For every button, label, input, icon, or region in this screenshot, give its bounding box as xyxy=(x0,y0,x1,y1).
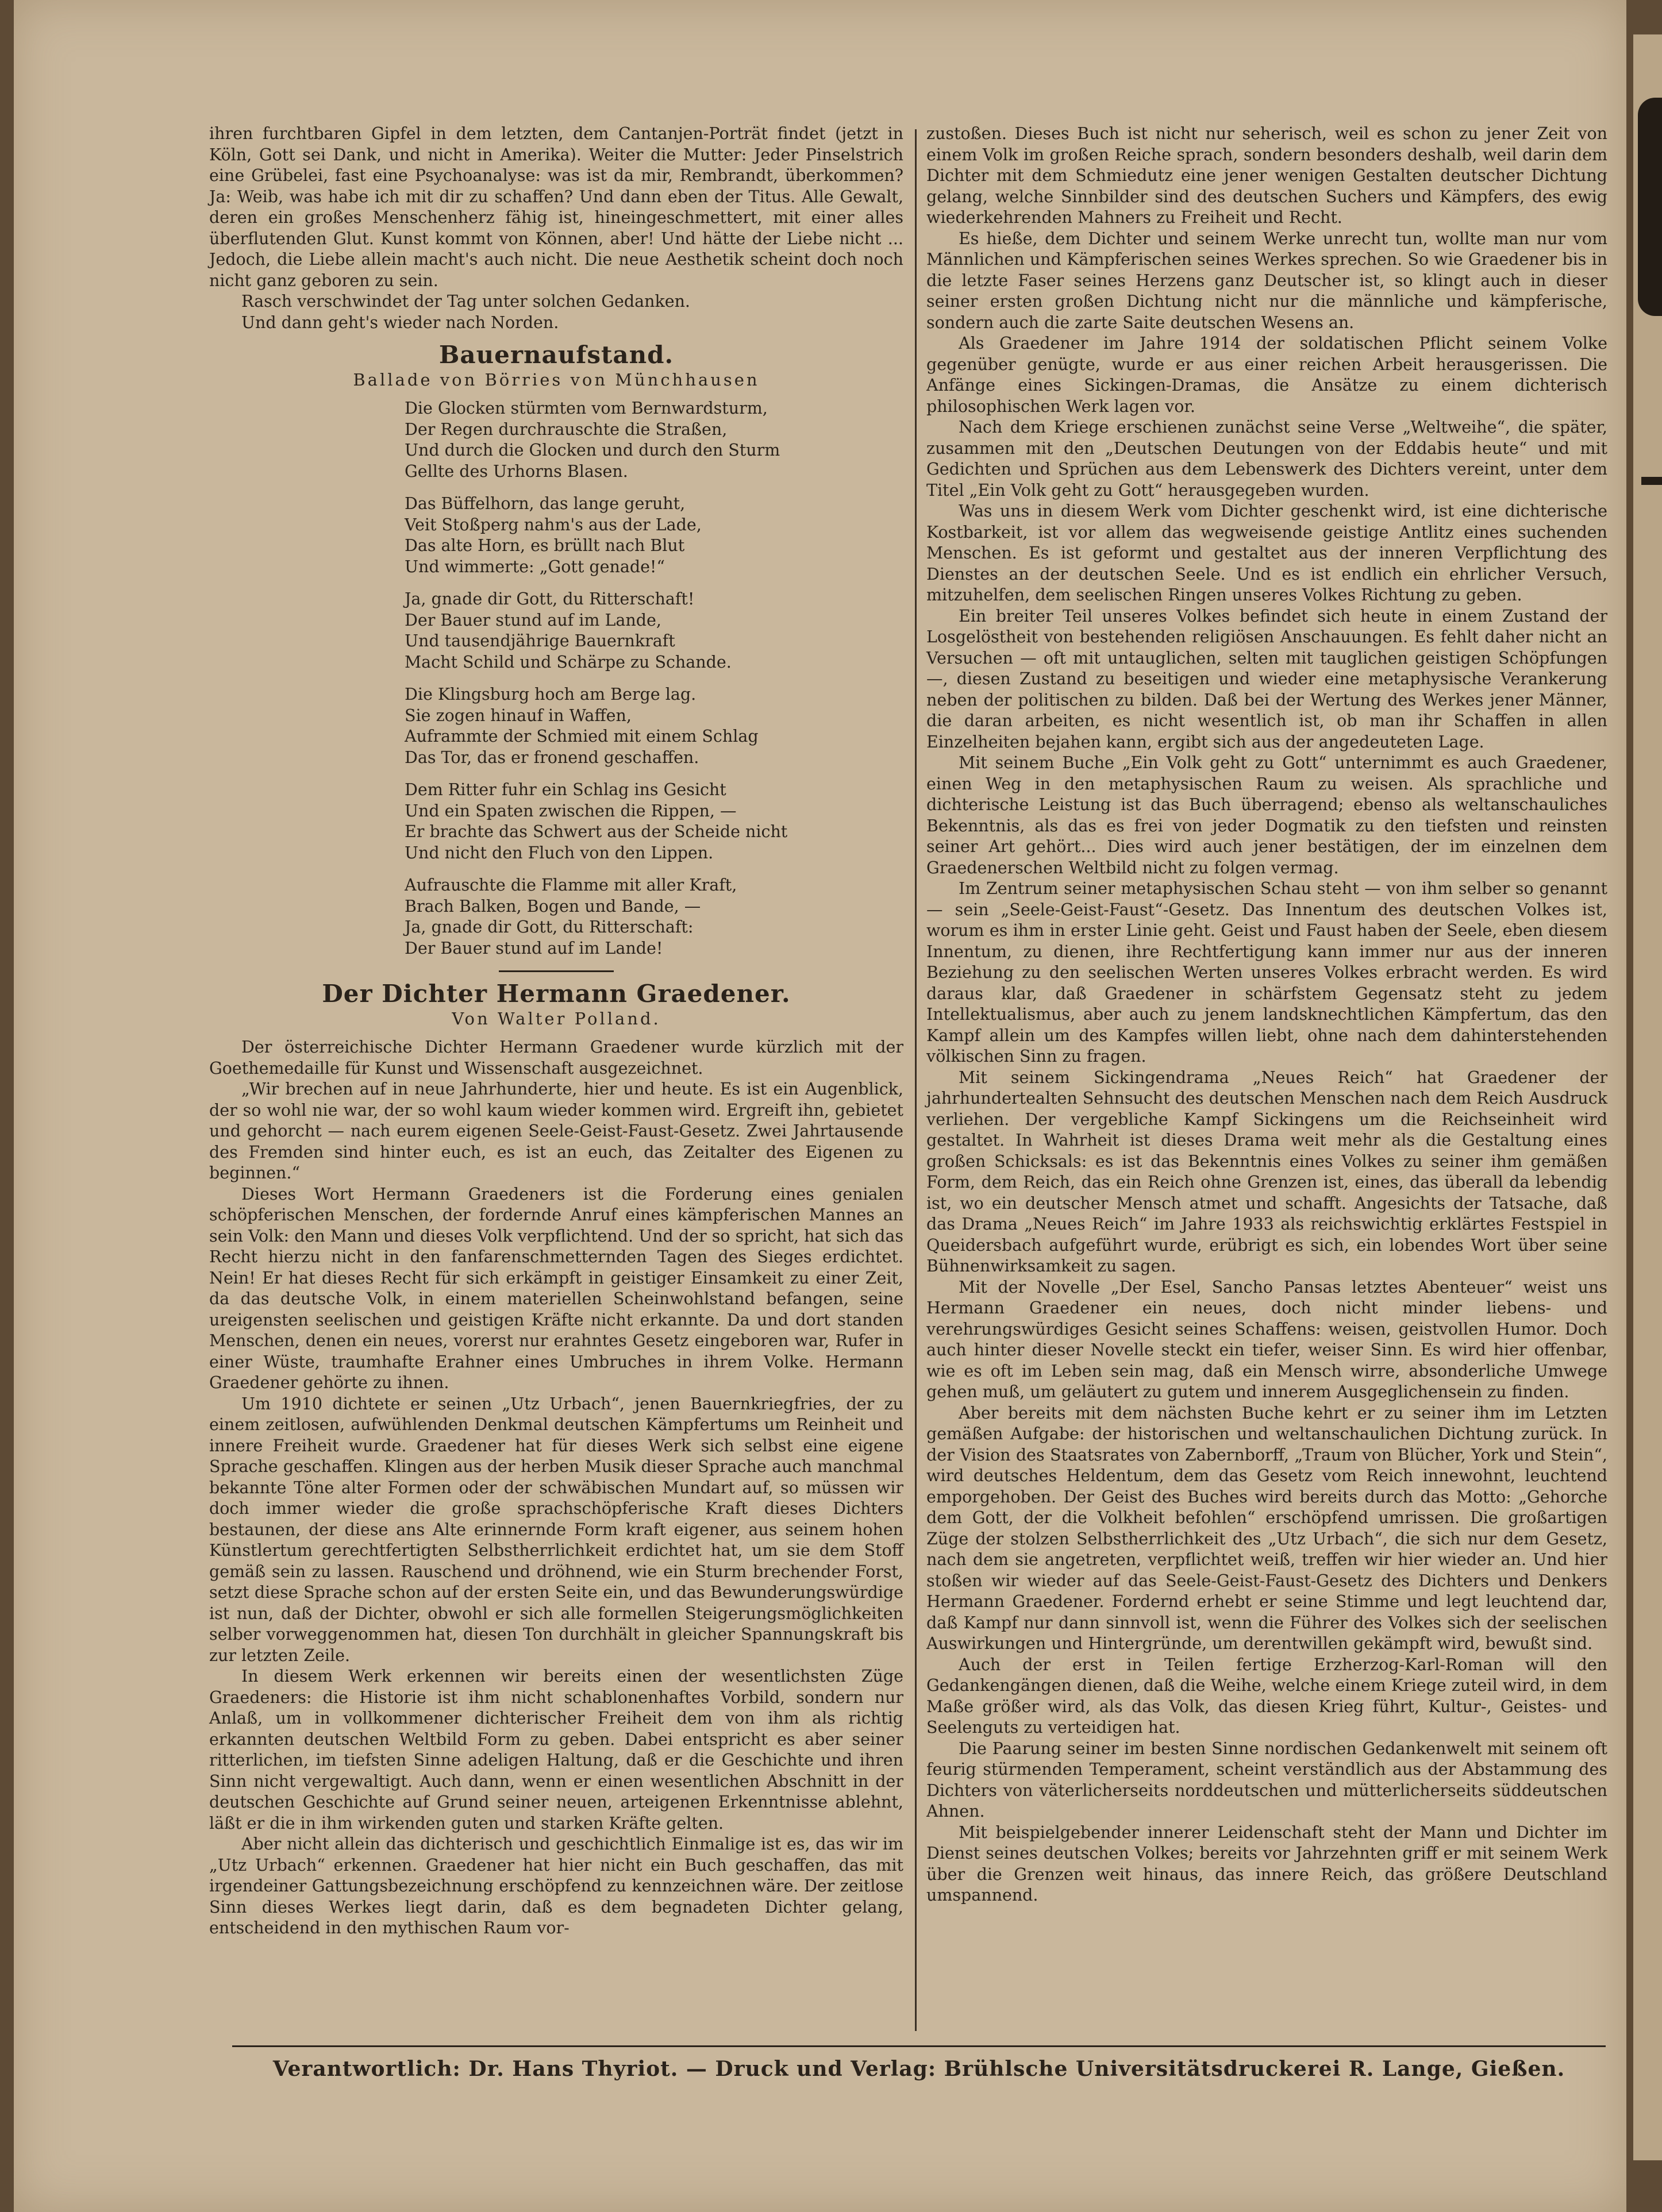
poem-line: Und wimmerte: „Gott genade!“ xyxy=(405,557,665,576)
article-paragraph: Der österreichische Dichter Hermann Graedener wurde kürzlich mit der Goethemedaille für Kunst und Wissenschaft ausgezeichnet. xyxy=(209,1038,903,1078)
poem-stanza xyxy=(405,494,903,577)
poem-stanza xyxy=(405,875,903,959)
article-paragraph: Aber bereits mit dem nächsten Buche kehrt er zu seiner ihm im Letzten gemäßen Aufgabe: der historischen und weltanschaulichen Dichtung zurück. In der Vision des Staatsrates von Zabernborff, „Traum von Blücher, York und Stein“, wird deutsches Heldentum, dem das Gesetz vom Reich innewohnt, leuchtend emporgehoben. Der Geist des Buches wird bereits durch das Motto: „Gehorche dem Gott, der die Volkheit befohlen“ erschöpfend umrissen. Die großartigen Züge der stolzen Selbstherrlichkeit des „Utz Urbach“, die sich nur dem Gesetz, nach dem sie angetreten, verpflichtet weiß, treffen wir hier wieder an. Und hier stoßen wir wieder auf das Seele-Geist-Faust-Gesetz des Dichters und Denkers Hermann Graedener. Fordernd erhebt er seine Stimme und legt leuchtend dar, daß Kampf nur dann sinnvoll ist, wenn die Führer des Volkes sich der seelischen Auswirkungen und Hintergründe, um derentwillen gekämpft wird, bewußt sind. xyxy=(926,1403,1607,1653)
poem-line: Der Bauer stund auf im Lande, xyxy=(405,610,661,630)
poem-line: Und tausendjährige Bauernkraft xyxy=(405,631,675,650)
article-paragraph: Im Zentrum seiner metaphysischen Schau steht — von ihm selber so genannt — sein „Seele-Geist-Faust“-Gesetz. Das Innentum des deutschen Volkes ist, worum es ihm in erster Linie geht. Geist und Faust haben der Seele, eben diesem Innentum, zu dienen, ihre Rechtfertigung kann immer nur aus der inneren Beziehung zu den seelischen Werten unseres Volkes erbracht werden. Es wird daraus klar, daß Graedener in schärfstem Gegensatz steht zu jedem Intellektualismus, aber auch zu jenem landsknechtlichen Kämpfertum, das den Kampf allein um des Kampfes willen liebt, ohne nach dem dahinterstehenden völkischen Sinn zu fragen. xyxy=(926,879,1607,1066)
article-title: Der Dichter Hermann Graedener. xyxy=(322,980,791,1008)
article-paragraph: Die Paarung seiner im besten Sinne nordischen Gedankenwelt mit seinem oft feurig stürmenden Temperament, scheint verständlich aus der Abstammung des Dichters von väterlicherseits norddeutschen und mütterlicherseits süddeutschen Ahnen. xyxy=(926,1739,1607,1821)
adjacent-page-rule xyxy=(1641,477,1662,485)
intro-paragraph: ihren furchtbaren Gipfel in dem letzten, dem Cantanjen-Porträt findet (jetzt in Köln, Gott sei Dank, und nicht in Amerika). Weiter die Mutter: Jeder Pinselstrich eine Grübelei, fast eine Psychoanalyse: was ist da mir, Rembrandt, überkommen? Ja: Weib, was habe ich mit dir zu schaffen? Und dann eben der Titus. Alle Gewalt, deren ein großes Menschenherz fähig ist, hineingeschmettert, mit einer alles überflutenden Glut. Kunst kommt von Können, aber! Und hätte der Liebe nicht ... Jedoch, die Liebe allein macht's auch nicht. Die neue Aesthetik scheint doch noch nicht ganz geboren zu sein. xyxy=(209,124,903,290)
poem-line: Veit Stoßperg nahm's aus der Lade, xyxy=(405,515,702,534)
poem-line: Das Tor, das er fronend geschaffen. xyxy=(405,747,699,767)
poem-line: Auframmte der Schmied mit einem Schlag xyxy=(405,727,759,746)
article-paragraph: Mit seinem Sickingendrama „Neues Reich“ hat Graedener der jahrhundertealten Sehnsucht des deutschen Menschen nach dem Reich Ausdruck verliehen. Der vergebliche Kampf Sickingens um die Reichseinheit wird gestaltet. In Wahrheit ist dieses Drama weit mehr als die Gestaltung eines großen Schicksals: es ist das Bekenntnis eines Volkes zu seiner ihm gemäßen Form, dem Reich, das ein Reich ohne Grenzen ist, eines, das überall da lebendig ist, wo ein deutscher Mensch atmet und schafft. Angesichts der Tatsache, daß das Drama „Neues Reich“ im Jahre 1933 als reichswichtig erklärtes Festspiel in Queidersbach aufgeführt wurde, erübrigt es sich, ein lobendes Wort über seine Bühnenwirksamkeit zu sagen. xyxy=(926,1068,1607,1275)
poem-line: Brach Balken, Bogen und Bande, — xyxy=(405,896,701,916)
poem-line: Sie zogen hinauf in Waffen, xyxy=(405,706,632,725)
right-column xyxy=(926,124,1607,1906)
adjacent-page-edge xyxy=(1633,34,1662,2160)
poem-line: Gellte des Urhorns Blasen. xyxy=(405,461,628,481)
poem-stanza xyxy=(405,589,903,673)
intro-paragraph: Und dann geht's wieder nach Norden. xyxy=(241,313,559,332)
adjacent-page-glyph xyxy=(1638,98,1662,316)
article-paragraph: „Wir brechen auf in neue Jahrhunderte, hier und heute. Es ist ein Augenblick, der so wohl nie war, der so wohl kaum wieder kommen wird. Ergreift ihn, gebietet und gehorcht — nach eurem eigenen Seele-Geist-Faust-Gesetz. Zwei Jahrtausende des Fremden sind hinter euch, es ist an euch, das Zeitalter des Eigenen zu beginnen.“ xyxy=(209,1080,903,1182)
article-paragraph: Es hieße, dem Dichter und seinem Werke unrecht tun, wollte man nur vom Männlichen und Kämpferischen seines Werkes sprechen. So wie Graedener bis in die letzte Faser seines Herzens ganz Deutscher ist, so klingt auch in dieser seiner ersten großen Dichtung nicht nur die männliche und kämpferische, sondern auch die zarte Saite deutschen Wesens an. xyxy=(926,229,1607,332)
column-divider xyxy=(915,129,917,2031)
article-paragraph: zustoßen. Dieses Buch ist nicht nur seherisch, weil es schon zu jener Zeit von einem Volk im großen Reiche sprach, sondern besonders deshalb, weil darin dem Dichter mit dem Schmiedutz eine jener wenigen Gestalten deutscher Dichtung gelang, welche Sinnbilder sind des deutschen Suchers und Kämpfers, des ewig wiederkehrenden Mahners zu Freiheit und Recht. xyxy=(926,124,1607,227)
article-paragraph: Nach dem Kriege erschienen zunächst seine Verse „Weltweihe“, die später, zusammen mit den „Deutschen Deutungen von der Eddabis heute“ und mit Gedichten und Sprüchen aus dem Lebenswerk des Dichters vereint, unter dem Titel „Ein Volk geht zu Gott“ herausgegeben wurden. xyxy=(926,418,1607,500)
poem-line: Aufrauschte die Flamme mit aller Kraft, xyxy=(405,876,737,895)
poem-line: Und durch die Glocken und durch den Sturm xyxy=(405,441,780,460)
poem-stanza xyxy=(405,398,903,482)
poem-stanza xyxy=(405,780,903,864)
poem-line: Und ein Spaten zwischen die Rippen, — xyxy=(405,801,737,820)
left-column xyxy=(209,124,903,1939)
article-byline: Von Walter Polland. xyxy=(452,1008,661,1028)
poem-line: Ja, gnade dir Gott, du Ritterschaft! xyxy=(405,589,695,608)
poem-line: Das alte Horn, es brüllt nach Blut xyxy=(405,536,685,555)
newspaper-page xyxy=(14,0,1626,2212)
section-divider xyxy=(499,970,614,972)
ballad-poem xyxy=(405,398,903,959)
article-paragraph: Aber nicht allein das dichterisch und geschichtlich Einmalige ist es, das wir im „Utz Urbach“ erkennen. Graedener hat hier nicht ein Buch geschaffen, das mit irgendeiner Gattungsbezeichnung erschöpfend zu kennzeichnen wäre. Der zeitlose Sinn dieses Werkes liegt darin, daß es dem begnadeten Dichter gelang, entscheidend in den mythischen Raum vor- xyxy=(209,1835,903,1937)
intro-paragraph: Rasch verschwindet der Tag unter solchen Gedanken. xyxy=(241,292,690,311)
article-paragraph: Mit der Novelle „Der Esel, Sancho Pansas letztes Abenteuer“ weist uns Hermann Graedener ein neues, doch nicht minder liebens- und verehrungswürdiges Gesicht seines Schaffens: weisen, geistvollen Humor. Doch auch hinter dieser Novelle steckt ein tiefer, weiser Sinn. Es wird hier offenbar, wie es oft im Leben sein mag, daß ein Mensch wirre, absonderliche Umwege gehen muß, um geläutert zu gutem und innerem Ausgeglichensein zu finden. xyxy=(926,1277,1607,1401)
article-paragraph: Was uns in diesem Werk vom Dichter geschenkt wird, ist eine dichterische Kostbarkeit, ist vor allem das wegweisende geistige Antlitz eines suchenden Menschen. Es ist geformt und gestaltet aus der inneren Verpflichtung des Dienstes an der deutschen Seele. Und es ist endlich ein ehrlicher Versuch, mitzuhelfen, dem seelischen Ringen unseres Volkes Richtung zu geben. xyxy=(926,502,1607,604)
poem-line: Der Bauer stund auf im Lande! xyxy=(405,938,663,958)
poem-line: Die Klingsburg hoch am Berge lag. xyxy=(405,685,697,704)
article-paragraph: Als Graedener im Jahre 1914 der soldatischen Pflicht seinem Volke gegenüber genügte, wurde er aus einer reichen Arbeit herausgerissen. Die Anfänge eines Sickingen-Dramas, die Ansätze zu einem dichterisch philosophischen Werk lagen vor. xyxy=(926,334,1607,416)
article-paragraph: Auch der erst in Teilen fertige Erzherzog-Karl-Roman will den Gedankengängen dienen, daß die Weihe, welche einem Kriege zuteil wird, in dem Maße größer wird, als das Volk, das diesen Krieg führt, Kultur-, Geistes- und Seelenguts zu verteidigen hat. xyxy=(926,1655,1607,1737)
article-paragraph: Ein breiter Teil unseres Volkes befindet sich heute in einem Zustand der Losgelöstheit von bestehenden religiösen Anschauungen. Es fehlt daher nicht an Versuchen — oft mit untauglichen, selten mit tauglichen geistigen Schöpfungen —, diesen Zustand zu beseitigen und wieder eine metaphysische Verankerung neben der politischen zu bilden. Daß bei der Wertung des Werkes jener Männer, die daran arbeiten, es nicht wesentlich ist, ob man ihr Schaffen in allen Einzelheiten bejahen kann, ergibt sich aus der angedeuteten Lage. xyxy=(926,606,1607,752)
poem-stanza xyxy=(405,684,903,768)
ballad-byline: Ballade von Börries von Münchhausen xyxy=(353,369,760,390)
poem-line: Er brachte das Schwert aus der Scheide nicht xyxy=(405,822,788,841)
poem-line: Dem Ritter fuhr ein Schlag ins Gesicht xyxy=(405,780,726,799)
poem-line: Der Regen durchrauschte die Straßen, xyxy=(405,419,728,439)
imprint-footer: Verantwortlich: Dr. Hans Thyriot. — Druck und Verlag: Brühlsche Universitätsdruckerei R. Lange, Gießen. xyxy=(272,2057,1565,2081)
article-paragraph: Dieses Wort Hermann Graedeners ist die Forderung eines genialen schöpferischen Menschen, der fordernde Anruf eines kämpferischen Mannes an sein Volk: den Mann und dieses Volk verpflichtend. Und der so spricht, hat sich das Recht hierzu nicht in den fanfarenschmetternden Tagen des Sieges erdichtet. Nein! Er hat dieses Recht für sich erkämpft in geistiger Einsamkeit zu einer Zeit, da das deutsche Volk, in einem materiellen Scheinwohlstand befangen, seine ureigensten seelischen und geistigen Kräfte nicht erkannte. Da und dort standen Menschen, denen ein neues, vorerst nur erahntes Gesetz eingeboren war, Rufer in einer Wüste, traumhafte Erahner eines Umbruches in ihrem Volke. Hermann Graedener gehörte zu ihnen. xyxy=(209,1184,903,1392)
article-paragraph: In diesem Werk erkennen wir bereits einen der wesentlichsten Züge Graedeners: die Historie ist ihm nicht schablonenhaftes Vorbild, sondern nur Anlaß, um in vollkommener dichterischer Freiheit dem von ihm als richtig erkannten deutschen Weltbild Form zu geben. Dabei entspricht es aber seiner ritterlichen, im tiefsten Sinne adeligen Haltung, daß er die Geschichte und ihren Sinn nicht vergewaltigt. Auch dann, wenn er einen wesentlichen Abschnitt in der deutschen Geschichte auf Grund seiner neuen, arteigenen Erkenntnisse ablehnt, läßt er die in ihm wirkenden guten und starken Kräfte gelten. xyxy=(209,1667,903,1833)
footer-rule xyxy=(232,2045,1606,2047)
ballad-title: Bauernaufstand. xyxy=(438,341,674,369)
poem-line: Ja, gnade dir Gott, du Ritterschaft: xyxy=(405,918,694,937)
article-paragraph: Mit beispielgebender innerer Leidenschaft steht der Mann und Dichter im Dienst seines deutschen Volkes; bereits vor Jahrzehnten griff er mit seinem Werk über die Grenzen weit hinaus, das innere Reich, das größere Deutschland umspannend. xyxy=(926,1822,1607,1905)
poem-line: Das Büffelhorn, das lange geruht, xyxy=(405,494,686,513)
poem-line: Macht Schild und Schärpe zu Schande. xyxy=(405,652,732,672)
article-paragraph: Um 1910 dichtete er seinen „Utz Urbach“, jenen Bauernkriegfries, der zu einem zeitlosen, aufwühlenden Denkmal deutschen Kämpfertums um Reinheit und innere Freiheit wurde. Graedener hat für dieses Werk sich selbst eine eigene Sprache geschaffen. Klingen aus der herben Musik dieser Sprache auch manchmal bekannte Töne alter Formen oder der schwäbischen Mundart auf, so müssen wir doch immer wieder die große sprachschöpferische Kraft dieses Dichters bestaunen, der diese ans Alte erinnernde Form kraft eigener, aus seinem hohen Künstlertum gerechtfertigten Selbstherrlichkeit erdichtet hat, um sie dem Stoff gemäß sein zu lassen. Rauschend und dröhnend, wie ein Sturm brechender Forst, setzt diese Sprache schon auf der ersten Seite ein, und das Bewunderungswürdige ist nun, daß der Dichter, obwohl er sich alle formellen Steigerungsmöglichkeiten selber vorweggenommen hat, diesen Ton durchhält in gleicher Spannungskraft bis zur letzten Zeile. xyxy=(209,1394,903,1665)
poem-line: Die Glocken stürmten vom Bernwardsturm, xyxy=(405,399,768,418)
article-paragraph: Mit seinem Buche „Ein Volk geht zu Gott“ unternimmt es auch Graedener, einen Weg in den metaphysischen Raum zu weisen. Als sprachliche und dichterische Leistung ist das Buch überragend; ebenso als weltanschauliches Bekenntnis, als das es frei von jeder Dogmatik zu den tiefsten und reinsten seiner Art gehört... Dies wird auch jener bestätigen, der im einzelnen dem Graedenerschen Weltbild nicht zu folgen vermag. xyxy=(926,753,1607,877)
poem-line: Und nicht den Fluch von den Lippen. xyxy=(405,843,714,862)
